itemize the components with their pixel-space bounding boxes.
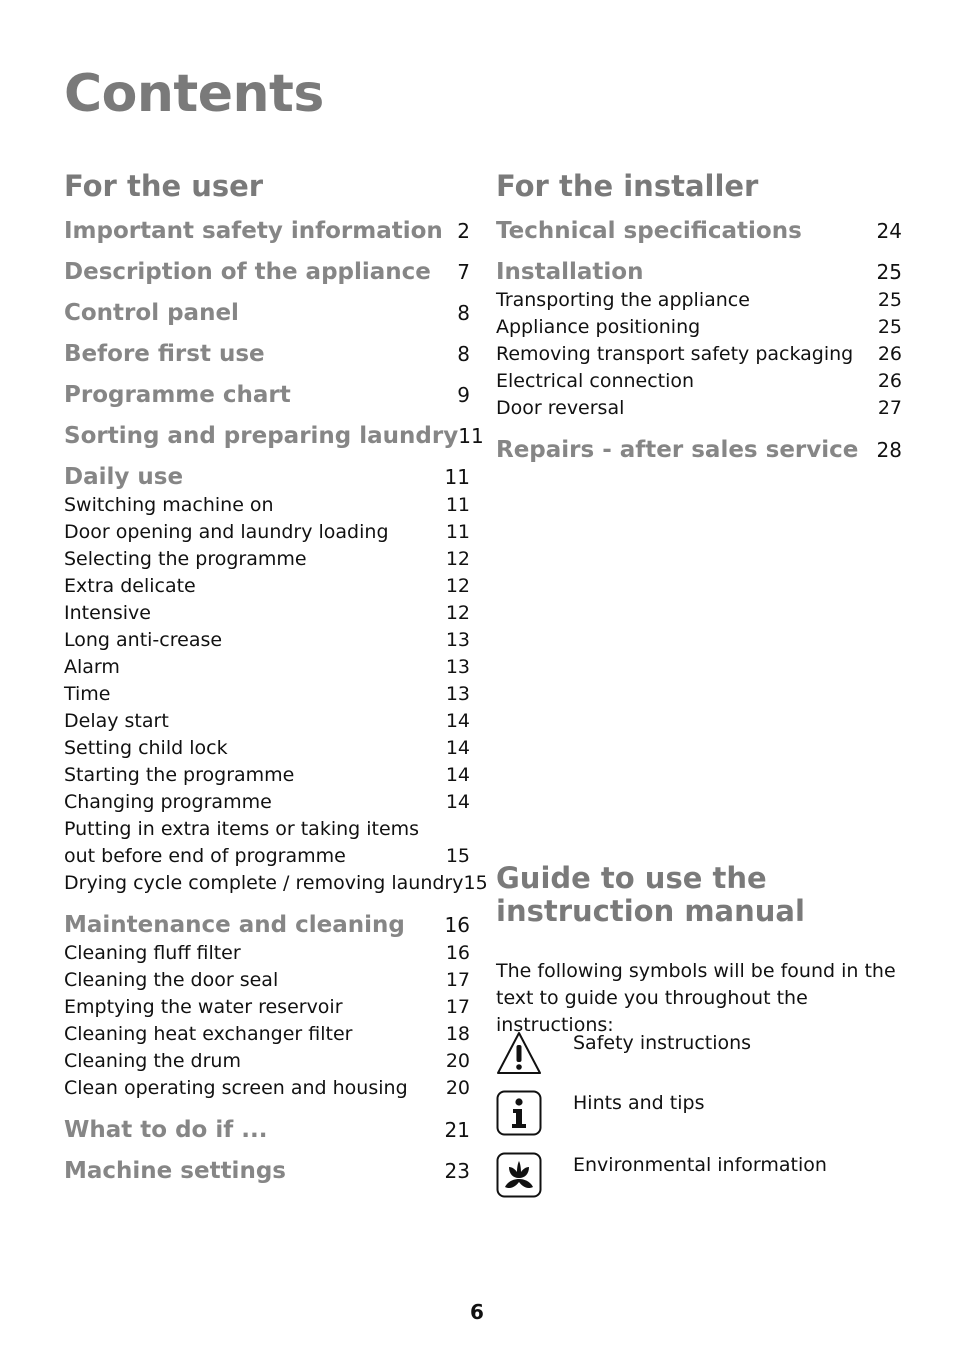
- toc-entry: [64, 492, 470, 519]
- toc-entry-label: Cleaning fluff filter: [64, 942, 241, 965]
- toc-section-title: Technical specifications: [496, 218, 802, 245]
- toc-entry-page: 15: [445, 845, 470, 868]
- toc-entry-label: Cleaning the door seal: [64, 969, 279, 992]
- toc-entry-page: 27: [877, 397, 902, 420]
- toc-section: [64, 1158, 470, 1184]
- toc-section: [64, 341, 470, 367]
- toc-entry-page: 13: [445, 629, 470, 652]
- toc-entry: [64, 708, 470, 735]
- toc-section-page: 8: [457, 301, 470, 326]
- toc-entry: [64, 681, 470, 708]
- environment-flower-icon: [496, 1152, 542, 1198]
- toc-section-page: 16: [444, 913, 470, 938]
- toc-entry-page: 26: [877, 343, 902, 366]
- toc-entry: [64, 816, 470, 870]
- toc-entry-page: 26: [877, 370, 902, 393]
- toc-section-page: 11: [458, 424, 484, 449]
- toc-section-page: 9: [457, 383, 470, 408]
- symbol-label-hints: Hints and tips: [573, 1092, 705, 1114]
- toc-section: [64, 300, 470, 326]
- toc-entry: [64, 870, 488, 897]
- symbol-label-safety: Safety instructions: [573, 1032, 752, 1054]
- toc-section-title: Installation: [496, 259, 644, 286]
- user-column: [64, 169, 488, 1185]
- toc-section-page: 7: [457, 260, 470, 285]
- symbol-row-environment: [496, 1152, 916, 1198]
- toc-section: [496, 218, 902, 244]
- installer-heading: For the installer: [496, 169, 759, 203]
- toc-entry-label: Clean operating screen and housing: [64, 1077, 408, 1100]
- toc-entry-page: 14: [445, 737, 470, 760]
- toc-section-title: Important safety information: [64, 218, 443, 245]
- symbol-label-environment: Environmental information: [573, 1154, 827, 1176]
- toc-entry: [64, 1048, 470, 1075]
- toc-entry-label: Starting the programme: [64, 764, 295, 787]
- guide-intro: The following symbols will be found in the text to guide you throughout the instructions:: [496, 960, 896, 1036]
- toc-section-title: Description of the appliance: [64, 259, 431, 286]
- toc-section-page: 25: [876, 260, 902, 285]
- toc-entry-label: Cleaning heat exchanger filter: [64, 1023, 353, 1046]
- toc-entry-page: 14: [445, 791, 470, 814]
- page-number: 6: [470, 1300, 484, 1324]
- user-toc-list: [64, 218, 488, 1185]
- warning-triangle-icon: [496, 1030, 542, 1076]
- toc-entry-page: 11: [445, 521, 470, 544]
- toc-section-page: 28: [876, 438, 902, 463]
- toc-section: [64, 464, 470, 490]
- toc-entry: [64, 1021, 470, 1048]
- toc-section-page: 21: [444, 1118, 470, 1143]
- toc-section-title: Repairs - after sales service: [496, 437, 859, 464]
- toc-section-page: 24: [876, 219, 902, 244]
- toc-entry-page: 11: [445, 494, 470, 517]
- toc-section: [64, 912, 470, 938]
- toc-entry-page: 16: [445, 942, 470, 965]
- toc-section: [64, 382, 470, 408]
- guide-heading: [496, 862, 916, 929]
- toc-entry: [64, 994, 470, 1021]
- toc-entry: [64, 627, 470, 654]
- toc-entry-label: Door reversal: [496, 397, 625, 420]
- toc-entry: [64, 546, 470, 573]
- toc-entry: [64, 573, 470, 600]
- toc-section-title: Maintenance and cleaning: [64, 912, 405, 939]
- toc-section-page: 2: [457, 219, 470, 244]
- toc-entry: [496, 314, 902, 341]
- toc-entry-page: 18: [445, 1023, 470, 1046]
- installer-toc-list: [496, 218, 902, 463]
- toc-section: [64, 218, 470, 244]
- toc-entry: [64, 762, 470, 789]
- toc-entry-page: 14: [445, 764, 470, 787]
- toc-entry-label: Delay start: [64, 710, 169, 733]
- toc-section-title: Programme chart: [64, 382, 291, 409]
- toc-entry-page: 13: [445, 683, 470, 706]
- toc-entry-label: Changing programme: [64, 791, 272, 814]
- toc-entry-label: Appliance positioning: [496, 316, 701, 339]
- toc-entry: [64, 654, 470, 681]
- toc-entry-label: Door opening and laundry loading: [64, 521, 389, 544]
- toc-section: [496, 437, 902, 463]
- page-title: Contents: [64, 64, 324, 124]
- guide-heading-line1: Guide to use the: [496, 861, 767, 895]
- toc-entry-label: Electrical connection: [496, 370, 695, 393]
- toc-entry: [496, 368, 902, 395]
- info-icon: [496, 1090, 542, 1136]
- toc-section-page: 11: [444, 465, 470, 490]
- toc-entry-page: 25: [877, 289, 902, 312]
- toc-entry: [496, 395, 902, 422]
- toc-entry: [64, 1075, 470, 1102]
- toc-entry-page: 17: [445, 969, 470, 992]
- symbol-row-safety: [496, 1030, 916, 1076]
- toc-section-title: Daily use: [64, 464, 184, 491]
- toc-entry: [496, 287, 902, 314]
- toc-entry-label: Transporting the appliance: [496, 289, 750, 312]
- toc-entry-page: 15: [463, 872, 488, 895]
- toc-entry-label: Drying cycle complete / removing laundry: [64, 872, 464, 895]
- installer-column: [496, 170, 902, 463]
- toc-entry-page: 14: [445, 710, 470, 733]
- toc-entry: [496, 341, 902, 368]
- toc-entry-label: Alarm: [64, 656, 120, 679]
- toc-entry-label: Putting in extra items or taking items out before end of programme: [64, 818, 420, 868]
- user-heading: For the user: [64, 169, 264, 203]
- toc-entry-label: Time: [64, 683, 111, 706]
- toc-entry: [64, 735, 470, 762]
- toc-entry: [64, 967, 470, 994]
- toc-entry-page: 25: [877, 316, 902, 339]
- guide-heading-line2: instruction manual: [496, 894, 805, 929]
- toc-entry-label: Long anti-crease: [64, 629, 223, 652]
- toc-entry-label: Selecting the programme: [64, 548, 307, 571]
- toc-section: [496, 259, 902, 285]
- toc-entry-page: 12: [445, 602, 470, 625]
- toc-section: [64, 259, 470, 285]
- toc-entry: [64, 789, 470, 816]
- toc-section-page: 8: [457, 342, 470, 367]
- toc-entry-page: 20: [445, 1077, 470, 1100]
- toc-entry-page: 12: [445, 575, 470, 598]
- toc-entry: [64, 940, 470, 967]
- toc-entry: [64, 600, 470, 627]
- toc-entry-label: Extra delicate: [64, 575, 196, 598]
- toc-entry-label: Intensive: [64, 602, 151, 625]
- toc-entry-label: Switching machine on: [64, 494, 274, 517]
- toc-entry-label: Cleaning the drum: [64, 1050, 241, 1073]
- toc-entry-page: 12: [445, 548, 470, 571]
- toc-entry-page: 20: [445, 1050, 470, 1073]
- toc-entry-page: 13: [445, 656, 470, 679]
- toc-section-page: 23: [444, 1159, 470, 1184]
- toc-section-title: Sorting and preparing laundry: [64, 423, 459, 450]
- toc-section-title: Machine settings: [64, 1158, 286, 1185]
- toc-section-title: Before first use: [64, 341, 265, 368]
- toc-section-title: Control panel: [64, 300, 239, 327]
- toc-section-title: What to do if ...: [64, 1117, 268, 1144]
- toc-entry-label: Removing transport safety packaging: [496, 343, 854, 366]
- toc-entry-page: 17: [445, 996, 470, 1019]
- toc-entry-label: Setting child lock: [64, 737, 228, 760]
- toc-entry-label: Emptying the water reservoir: [64, 996, 343, 1019]
- toc-entry: [64, 519, 470, 546]
- toc-section: [64, 423, 484, 450]
- toc-section: [64, 1117, 470, 1143]
- symbol-row-hints: [496, 1090, 916, 1136]
